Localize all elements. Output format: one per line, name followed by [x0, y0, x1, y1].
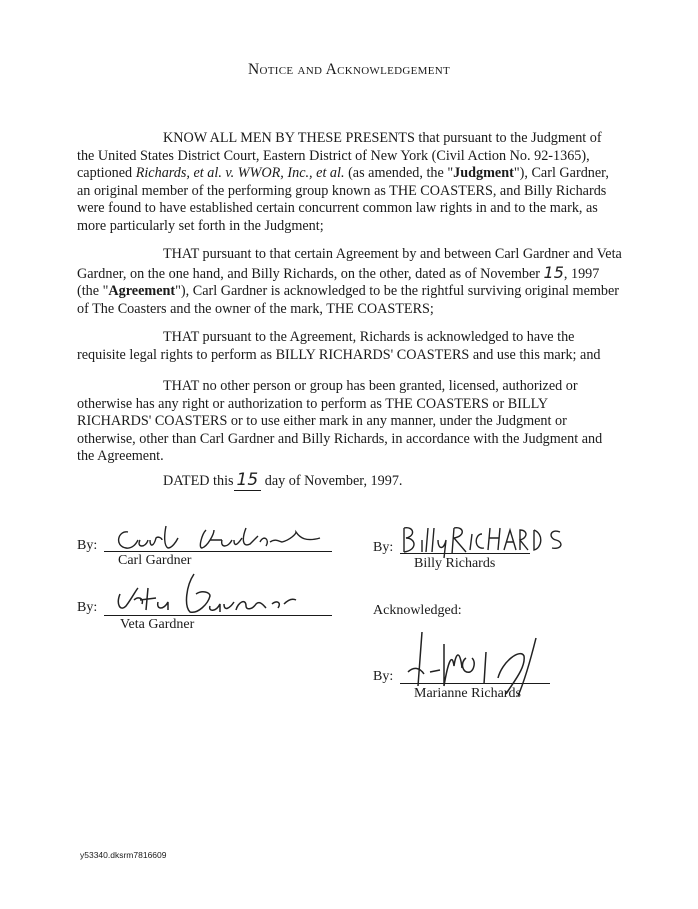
p2-text-b: , 1997 (the "	[77, 265, 600, 299]
signature-carl-gardner	[110, 520, 332, 556]
by-label-veta: By:	[77, 600, 98, 615]
paragraph-agreement	[77, 246, 622, 318]
paragraph-judgment	[77, 130, 622, 235]
by-label-billy: By:	[373, 540, 394, 555]
dated-suffix: day of November, 1997.	[261, 473, 403, 489]
dated-line	[77, 472, 622, 491]
agreement-term: Agreement	[108, 283, 176, 299]
signature-veta-gardner	[106, 566, 306, 618]
printed-name-marianne: Marianne Richards	[414, 686, 521, 701]
p3-text: THAT pursuant to the Agreement, Richards is acknowledged to have the requisite legal rights to perform as BILLY RICHARDS' COASTERS and use this mark; and	[77, 329, 601, 363]
p1-text-c: "), Carl Gardner, an original member of the performing group known as THE COASTERS, and Billy Richards were found to have established certain concurrent common law rights in and to the mark, as more particularly set forth in the Judgment;	[77, 165, 609, 234]
paragraph-rights	[77, 329, 622, 364]
printed-name-carl: Carl Gardner	[118, 553, 192, 568]
signature-billy-richards	[400, 522, 580, 558]
printed-name-billy: Billy Richards	[414, 556, 496, 571]
paragraph-exclusivity	[77, 378, 622, 466]
document-id-footer: y53340.dksrm7816609	[80, 850, 167, 860]
acknowledged-label: Acknowledged:	[373, 603, 462, 618]
dated-day-handwritten: 15	[234, 470, 262, 491]
printed-name-veta: Veta Gardner	[120, 617, 195, 632]
p2-text-c: "), Carl Gardner is acknowledged to be the rightful surviving original member of The Coasters and the owner of the mark, THE COASTERS;	[77, 283, 620, 317]
p2-text-a: THAT pursuant to that certain Agreement by and between Carl Gardner and Veta Gardner, on the one hand, and Billy Richards, on the other, dated as of November	[77, 246, 622, 282]
by-label-carl: By:	[77, 538, 98, 553]
judgment-term: Judgment	[453, 165, 514, 181]
handwritten-day: 15	[543, 262, 564, 282]
case-caption: Richards, et al. v. WWOR, Inc., et al.	[135, 165, 345, 181]
p4-text: THAT no other person or group has been granted, licensed, authorized or otherwise has any right or authorization to perform as THE COASTERS or BILLY RICHARDS' COASTERS or to use either mark in any manner, under the Judgment or otherwise, other than Carl Gardner and Billy Richards, in accordance with the Judgment and the Agreement.	[77, 378, 603, 464]
dated-prefix: DATED this	[163, 473, 234, 489]
p1-text-a: KNOW ALL MEN BY THESE PRESENTS that pursuant to the Judgment of the United States District Court, Eastern District of New York (Civil Action No. 92-1365), captioned	[77, 130, 602, 181]
p1-text-b: (as amended, the "	[344, 165, 454, 181]
by-label-marianne: By:	[373, 669, 394, 684]
document-title: Notice and Acknowledgement	[247, 61, 451, 78]
